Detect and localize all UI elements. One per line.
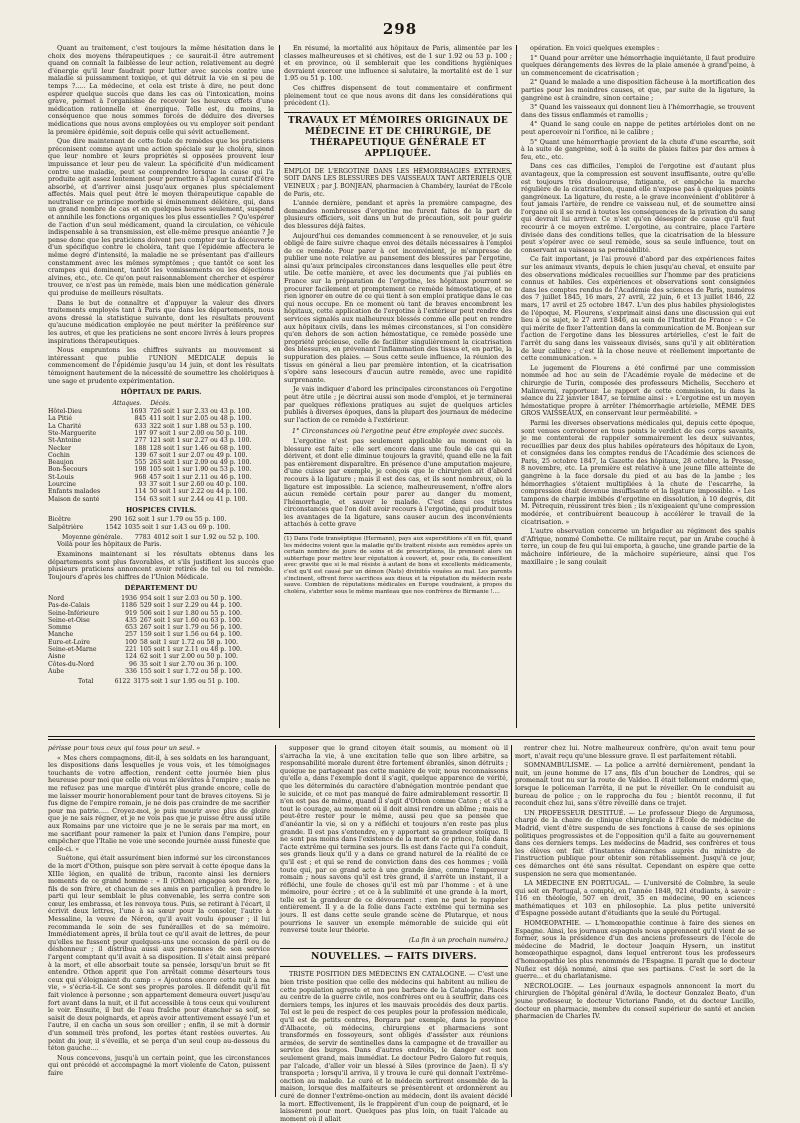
table-cell: Cochin (48, 451, 70, 459)
table-row (48, 459, 274, 466)
table-row (48, 452, 274, 459)
paragraph: TRISTE POSITION DES MÉDECINS EN CATALOGNE. — C'est une bien triste position que celle des médecins qui habitent au milieu de cette population agreste et non peu barbare de la Catalogne. Placés au centre de la guerre civile, nos confrères ont eu à souffrir, dans ces derniers temps, les injures et les mauvais procédés des deux partis. Tel est le peu de respect de ces peuples pour la profession médicale, qu'il est de petits centres, Borgara par exemple, dans la province d'Albacete, où médecins, chirurgiens et pharmaciens sont transformés en fossoyeurs, sont obligés d'assister aux réunions armées, de servir de sentinelles dans la campagne et de travailler au service des burgos. Dans d'autres endroits, le danger est non seulement grand, mais immédiat. Le docteur Pedro Galoro fut requis, par l'alcade, d'aller voir un blessé à Siles (province de Jaen). Il s'y transporta ; lorsqu'il arriva, il y trouva le curé qui donnait l'extrême-onction au malade. Le curé et le médecin sortirent ensemble de la maison, lorsque des malfaiteurs se présentèrent et ordonnèrent au curé de donner l'extrême-onction au médecin, dont ils avaient décidé la mort. Effectivement, ils le frappèrent d'un coup de poignard, et le laissèrent pour mort. Quelques pas plus loin, on tuait l'alcade au moment où il allait (280, 970, 508, 1123)
table-cell: 97 soit 1 sur 2.00 ou 50 p. 100. (149, 429, 248, 437)
table-cell: Beaujon (48, 459, 74, 467)
table-cell: 954 soit 1 sur 2.03 ou 50 p. 100. (139, 594, 242, 602)
table-cell: Somme (48, 624, 72, 632)
paragraph: SOMNAMBULISME. — La police a arrêté dernièrement, pendant la nuit, un jeune homme de 17 ans, fils d'un boucher de Londres, qui se promenait tout nu sur la route de Valdeo. Il était tellement endormi que, lorsque le policeman l'arrêta, il ne put le réveiller. On le conduisit au bureau de police ; on le rapprocha du feu ; bientôt reconnu, il fut reconduit chez lui, sans s'être réveillé dans ce trajet. (515, 761, 755, 808)
table-row (48, 408, 274, 415)
table-cell: 277 (134, 437, 147, 445)
table-cell: 919 (125, 609, 137, 617)
table-cell: Aisne (48, 653, 66, 661)
table-cell: Eure-et-Loire (48, 638, 90, 646)
table-cell: Nord (48, 594, 65, 602)
table-cell: 128 soit 1 sur 1.46 ou 68 p. 100. (149, 444, 252, 452)
table-row (48, 639, 274, 646)
table-cell: 198 (134, 466, 147, 474)
table-cell: Moyenne générale. (62, 534, 123, 542)
paragraph: UN PROFESSEUR DESTITUÉ. — Le professeur Diego de Argumosa, chargé de la chaire de clinique chirurgicale à l'École de médecine de Madrid, vient d'être suspendu de ses fonctions à cause de ses opinions politiques progressistes et de l'opposition qu'il a faite au gouvernement dans ces derniers temps. Les médecins de Madrid, ses confrères et tous les élèves ont fait d'instantes démarches auprès du ministre de l'instruction publique pour obtenir son rétablissement. Jusqu'à ce jour, ces démarches ont été sans résultat. Cependant on espère que cette suspension ne sera que momentanée. (515, 808, 755, 878)
paragraph: Suétone, qui était assurément bien informé sur les circonstances de la mort d'Othon, puisque son père servait à cette époque dans la XIIIe légion, en qualité de tribun, raconte ainsi les derniers moments de ce grand homme : « Il (Othon) engagea son frère, le fils de son frère, et chacun de ses amis en particulier, à prendre le parti qui leur semblait le plus convenable, les serra contre son cœur, les embrassa, et les renvoya tous. Puis, se retirant à l'écart, il écrivit deux lettres, l'une à sa sœur pour la consoler, l'autre à Messaline, la veuve de Néron, qu'il avait voulu épouser ; il lui recommanda le soin de ses funérailles et de sa mémoire. Immédiatement après, il brûla tout ce qu'il avait de lettres, de peur qu'elles ne fussent pour quelques-uns une occasion de péril ou de déshonneur ; il distribua aussi aux personnes de son service l'argent comptant qu'il avait à sa disposition. Il s'était ainsi préparé à la mort, et elle absorbait toute sa pensée, lorsqu'un bruit se fit entendre. Othon apprit que l'on arrêtait comme déserteurs tous ceux qui s'éloignaient du camp : « Ajoutons encore cette nuit à ma vie, » s'écria-t-il. Ce sont ses propres paroles. Il défendit qu'il fût fait violence à personne ; son appartement demeura ouvert jusqu'au fort avant dans la nuit, et il fut accessible à tous ceux qui voulurent le voir. Ensuite, il but de l'eau fraîche pour étancher sa soif, se saisit de deux poignards, et après avoir attentivement essayé l'un et l'autre, il en cacha un sous son oreiller ; enfin, il se mit à dormir d'un sommeil très profond, les portes étant restées ouvertes. Au point du jour, il s'éveilla, et se perça d'un seul coup au-dessous du téton gauche.... (48, 854, 270, 1053)
table-cell: 411 soit 1 sur 2.05 ou 48 p. 100. (149, 415, 252, 423)
paragraph: Je vais indiquer d'abord les principales circonstances où l'ergotine peut être utile ; je décrirai aussi son mode d'emploi, et je terminerai par quelques réflexions pratiques au sujet de quelques articles publiés à diverses époques, dans la plupart des journaux de médecine sur l'action de ce remède à l'extérieur. (284, 385, 512, 424)
table-row (48, 415, 274, 422)
table-cell: Seine-Inférieure (48, 609, 100, 617)
table-cell: 263 soit 1 sur 2.09 ou 49 p. 100. (149, 459, 252, 467)
table-cell: 124 (125, 653, 137, 661)
paris-hospitals-table (48, 399, 274, 503)
table-cell: 435 (125, 616, 137, 624)
table-cell: 67 soit 1 sur 2.07 ou 49 p. 100. (149, 451, 248, 459)
table-cell: 188 (134, 444, 147, 452)
table-cell: 100 (125, 638, 137, 646)
table-row (48, 646, 274, 653)
table-cell: Pas-de-Calais (48, 602, 90, 610)
table-cell: Côtes-du-Nord (48, 660, 94, 668)
paragraph: 1° Quand pour arrêter une hémorrhagie inquiétante, il faut produire quelques dérangements des lèvres de la plaie amenée à grand'peine, à un commencement de cicatrisation ; (521, 53, 755, 77)
paragraph: Quant au traitement, c'est toujours la même hésitation dans le choix des moyens thérapeutiques ; ce saurait-il être autrement quand on connaît la faiblesse de leur action, relativement au degré d'énergie qu'il leur faudrait pour lutter avec succès contre une maladie si puissamment toxique, et qui détruit la vie en si peu de temps ?..... La médecine, et cela est triste à dire, ne peut donc espérer quelque succès que dans les cas où l'intoxication, moins grave, permet à l'organisme de recevoir les heureux effets d'une médication rationnelle et énergique. Telle est, du moins, la conséquence que nous sommes forcés de déduire des diverses médications que nous avons employées ou vu employer soit pendant la première épidémie, soit depuis celle qui sévit actuellement. (48, 44, 274, 136)
subheading: 1° Circonstances où l'ergotine peut être employée avec succès. (291, 427, 505, 436)
table-cell: 1693 (130, 408, 147, 416)
table-row (48, 445, 274, 452)
table-row (48, 624, 274, 631)
table-row (48, 678, 274, 685)
table-row (48, 668, 274, 675)
table-cell: 506 soit 1 sur 1.80 ou 55 p. 100. (139, 609, 242, 617)
table-cell: Maison de santé (48, 495, 100, 503)
table-row (48, 617, 274, 624)
table-row (48, 524, 274, 531)
table-cell: 62 soit 1 sur 2.00 ou 50 p. 100. (139, 653, 238, 661)
table-cell: 529 soit 1 sur 2.29 ou 44 p. 100. (139, 602, 242, 610)
table-cell: 653 (125, 624, 137, 632)
footnote: (1) Dans l'ode transéptique (Hermann), pays aux superstitions s'il en fût, quand les médecins voient que la maladie qu'ils traitent résiste aux remèdes après un certain nombre de jours de soins et de prescriptions, ils prennent alors un subterfuge pour mettre leur réputation à couvert, et, pour cela, ils conseillent avec gravité que si le mal résiste à autant de bons et excellents médicaments, c'est qu'il est causé par un démon (Nats) divinités vouées au mal. Les parents s'inclinent, offrent force sacrifices aux dieux et la réputation du médecin reste sauve. Combien de réputations médicales en Europe voudraient, à propos du choléra, s'abriter sous le même manteau que nos confrères de Birmanie !.... (284, 533, 512, 595)
table-cell: 290 (109, 516, 122, 524)
table-cell: Ste-Marguerite (48, 429, 97, 437)
table-cell: 845 (134, 415, 147, 423)
paragraph: HOMŒOPATHIE. — L'homœopathie continue à faire des sienes en Espagne. Ainsi, les journaux espagnols nous apprennent qu'il vient de se former, sous la présidence d'un des anciens professeurs de l'école de médecine de Madrid, le docteur Joaquin Hysern, un institut homœopathique espagnol, dans lequel entreront tous les professeurs d'homœopathie les plus renommés de l'Espagne. Il paraît que le docteur Nuñez est déjà nommé, ainsi que ses partisans. C'est le sort de la guerre... et du charlatanisme. (515, 919, 755, 981)
paragraph: supposer que le grand citoyen était soumis, au moment où il s'arracha la vie, à une excitation telle que son libre arbitre, sa responsabilité morale durent être fortement ébranlés, sinon détruits ; quoique ne partageant pas cette manière de voir, nous reconnaissons qu'elle a, dans l'exemple dont il s'agit, quelque apparence de vérité, que les déterminés du caractère d'abnégation montrée pendant que le suicide, et ce mot pas manqué de faire admirablement ressortir. Il n'en est pas de même, quand il s'agit d'Othon comme Caton ; et s'il a tout le courage, au moment où il doit ainsi rendre un abîme ; mais ne peut-être rester pour le même, aussi peu que sa pensée que d'anéantir la vie, si on y a réfléchi et toujours n'en reste pas plus grande. Il est pas s'entendre, en y apportant sa grandeur stoïque. Il ne sont pas moins dans l'existence de la mort de ce prince, folie dans l'acte extrême qui termina ses jours. Ils est dans l'acte qui l'a conduit, ses grands lieux qu'il y a dans ce grand naturel de la réalité de ce qu'il est ; et qui se rend de conviction dans des ces hommes ; voilà toute qui, par ce grand acte à une grande âme, comme l'empereur romain ; nous savons qu'il est très grand, il s'arrête un instant, il a réfléchi, une foule de choses qu'il est mû par l'homme : et à une mémoire, pour écrire ; et ce à la sublimité et une grande à la mort, telle est la grandeur de ce dévouement : rien ne peut le rappeler entièrement. Il y a de la folie dans l'acte extrême qui termina ses jours. Il est dans cette seule grande scène de Plutarque, et nous pourrions le sauver un exemple mémorable de suicide qui eût renversé toute leur théorie. (280, 744, 508, 935)
total-table (48, 678, 274, 685)
table-cell: Enfants malades (48, 488, 101, 496)
table-cell: Hôtel-Dieu (48, 408, 82, 416)
paragraph: 4° Quand le sang coule en nappe de petites artérioles dont on ne peut apercevoir ni l'orifice, ni le calibre ; (521, 120, 755, 136)
table-cell: 96 (129, 660, 137, 668)
feuilleton-rule (48, 736, 755, 737)
table-row (48, 496, 274, 503)
departments-table (48, 595, 274, 675)
paragraph: L'autre observation concerne un brigadier au régiment des spahis d'Afrique, nommé Combette. Ce militaire reçut, par un Arabe couché à terre, un coup de feu qui lui emporta, à gauche, une grande partie de la mâchoire inférieure, de la mâchoire supérieure, ainsi que l'os maxillaire ; le sang coulait (521, 527, 755, 566)
paragraph: 2° Quand le malade a une disposition fâcheuse à la mortification des parties pour les moindres causes, et que, par suite de la ligature, la gangrène est à craindre, sinon certaine ; (521, 78, 755, 102)
paragraph: LA MÉDECINE EN PORTUGAL. — L'université de Coïmbre, la seule qui soit en Portugal, a compté, en l'année 1848, 921 étudiants, à savoir : 116 en théologie, 507 en droit, 35 en médecine, 90 en sciences mathématiques et 103 en philosophie. La plus petite université d'Espagne possède autant d'étudiants que la seule du Portugal. (515, 879, 755, 918)
table-row (48, 466, 274, 473)
table-cell: St-Antoine (48, 437, 82, 445)
table-cell: 1186 (121, 602, 137, 610)
feuilleton-middle (280, 744, 508, 1123)
table-cell: 114 (134, 488, 147, 496)
paragraph: « Mes chers compagnons, dit-il, à ses soldats en les haranguant, les dispositions dans lesquelles je vous vois, et les témoignages touchants de votre affection, rendent cette journée bien plus heureuse pour moi que celle où vous m'élevâtes à l'empire ; mais ne me refusez pas une marque d'intérêt plus grande encore, celle de me laisser mourir honorablement pour tant de braves citoyens. Si je fus digne de l'empire romain, je ne dois pas craindre de me sacrifier pour ma patrie..... Croyez-moi, je puis mourir avec plus de gloire que je ne sais régner, et je ne vois pas que je puisse être aussi utile aux Romains par une victoire que je ne le serais par ma mort, en me sacrifiant pour ramener la paix et l'union dans l'empire, pour empêcher que l'Italie ne voie une seconde journée aussi funeste que celle-ci. » (48, 753, 270, 853)
table-cell: 105 soit 1 sur 2.11 ou 48 p. 100. (139, 646, 242, 653)
paragraph: 3° Quand les vaisseaux qui donnent lieu à l'hémorrhagie, se trouvent dans des tissus enflammés et ramollis ; (521, 103, 755, 119)
table-cell: 197 (134, 429, 147, 437)
table-cell: 58 soit 1 sur 1.72 ou 58 p. 100. (139, 638, 238, 646)
table-cell: 1542 (105, 523, 122, 531)
table-cell: 457 soit 1 sur 2.11 ou 46 p. 100. (149, 473, 252, 481)
column-right (521, 45, 755, 728)
table-cell: Seine-et-Oise (48, 616, 90, 624)
table-cell: 121 soit 1 sur 2.27 ou 43 p. 100. (149, 437, 252, 445)
table-row (48, 516, 274, 523)
paragraph: Examinons maintenant si les résultats obtenus dans les départements sont plus favorables, et s'ils justifient les succès que plusieurs praticiens annoncent avoir retirés de tel ou tel remède. Toujours d'après les chiffres de l'Union Médicale. (48, 549, 274, 581)
table-header: Décès. (150, 399, 171, 407)
table-row (48, 437, 274, 444)
table-cell: 267 soit 1 sur 1.60 ou 63 p. 100. (139, 616, 242, 624)
paragraph: Parmi les diverses observations médicales qui, depuis cette époque, sont venues corroborer en tous points le verdict de ces corps savants, je me contenterai de rappeler sommairement les deux suivantes, recueillies par deux des plus habiles opérateurs des hôpitaux de Lyon, et consignées dans les comptes rendus de l'Académie des sciences de Paris, 25 octobre 1847, la Gazette des hôpitaux, 28 octobre, la Presse, 8 novembre, etc. La première est relative à une jeune fille atteinte de gangrène à la face dorsale du pied et au bas de la jambe ; les hémorrhagies s'étaient multipliées à la chute de l'escarrhe, la compression était devenue insuffisante et la ligature impossible. « Les tampons de charpie imbibés d'ergotine en dissolution, à 10 degrés, dit M. Pétrequin, réussirent très bien ; ils n'exigeaient qu'une compression modérée, et contribuèrent beaucoup à accélérer le travail de la cicatrisation. » (521, 418, 755, 526)
table-cell: 257 (125, 631, 137, 639)
table-cell: Bon-Secours (48, 466, 88, 474)
column-divider (279, 45, 280, 728)
table-cell: Bicêtre (48, 516, 71, 524)
paragraph: Dans ces cas difficiles, l'emploi de l'ergotine est d'autant plus avantageux, que la compression est souvent insuffisante, outre qu'elle est toujours très douloureuse, fatigante, et empêche la marche régulière de la cicatrisation, quand elle n'expose pas à quelques points gangréneux. La ligature, du reste, a le grave inconvénient d'oblitérer à tout jamais l'artère, de rendre ce vaisseau nul, et de soumettre ainsi l'organe où il se rend à toutes les conséquences de la privation du sang qui devrait lui arriver. Ce n'est qu'en désespoir de cause qu'il faut recourir à ce moyen extrême. L'ergotine, au contraire, place l'artère divisée dans des conditions telles, que la cicatrisation de la blessure peut s'opérer avec ce seul remède, sous sa seule influence, tout en conservant au vaisseau sa perméabilité. (521, 162, 755, 254)
paragraph: Nous empruntons les chiffres suivants au mouvement si intéressant que publie l'UNION MÉDICALE depuis le commencement de l'épidémie jusqu'au 14 juin, et dont les résultats témoignent hautement de la nécessité de soumettre les cholériques à une sage et prudente expérimentation. (48, 346, 274, 385)
table-cell: 968 (134, 473, 147, 481)
column-divider (275, 745, 276, 1097)
table-cell: Seine-et-Marne (48, 646, 97, 653)
table-cell: 322 soit 1 sur 1.88 ou 53 p. 100. (149, 422, 252, 430)
table-cell: 155 soit 1 sur 1.72 ou 58 p. 100. (139, 667, 242, 675)
hospices-table (48, 516, 274, 531)
table-cell: 3175 soit 1 sur 1.95 ou 51 p. 100. (133, 678, 240, 686)
paragraph: Ces chiffres dispensent de tout commentaire et confirment pleinement tout ce que nous avons dit dans les considérations qui précèdent (1). (284, 83, 512, 108)
table-cell: Salpêtrière (48, 523, 84, 531)
paragraph: Voilà pour les hôpitaux de Paris. (57, 540, 162, 549)
column-middle (284, 45, 512, 728)
table-row (48, 602, 274, 609)
table-header (48, 399, 112, 408)
table-row (48, 423, 274, 430)
table-cell: 1035 soit 1 sur 1.43 ou 69 p. 100. (124, 523, 231, 531)
feuilleton-rule (48, 739, 755, 740)
feuilleton-right (515, 745, 755, 1097)
paragraph: périsse pour tous ceux qui tous pour un seul. » (48, 744, 201, 752)
paragraph: En résumé, la mortalité aux hôpitaux de Paris, alimentée par les classes malheureuses et si chétives, est de 1 sur 1.92 ou 53 p. 100 ; et en province, où il semblerait que les conditions hygiéniques devraient exercer une influence si salutaire, la mortalité est de 1 sur 1.95 ou 51 p. 100. (284, 44, 512, 83)
table-cell: 37 soit 1 sur 2.60 ou 40 p. 100. (149, 480, 248, 488)
paragraph: Que dire maintenant de cette foule de remèdes que les praticiens préconisent comme ayant une action spéciale sur le choléra, sinon que leur nombre et leurs propriétés si opposées prouvent leur impuissance et leur peu de valeur. La spécificité d'un médicament contre une maladie, peut se comprendre lorsque la cause qui l'a produite agit assez lentement pour permettre à l'agent curatif d'être absorbé, et d'arriver ainsi jusqu'aux organes plus spécialement affectés. Mais quel peut être le moyen thérapeutique capable de neutraliser ce principe morbide si éminemment délétère, qui, dans un grand nombre de cas et en quelques heures seulement, suspend et annihile les fonctions organiques les plus essentielles ? Qu'espérer de l'action d'un seul médicament, quand la circulation, ce véhicule indispensable à sa transmission, est elle-même presque anéantie ? Je pense donc que les praticiens doivent peu compter sur la découverte d'un spécifique contre le choléra, tant que l'épidémie affectera le même degré d'intensité, la maladie ne se présentant pas d'ailleurs constamment avec les mêmes symptômes ; que tantôt ce sont les crampes qui dominent, tantôt les vomissements ou les déjections alvines, etc., etc. Ce qu'on peut raisonnablement chercher et espérer trouver, ce n'est pas un remède, mais bien une médication générale qui produise de meilleurs résultats. (48, 137, 274, 297)
table-cell: 63 soit 1 sur 2.44 ou 41 p. 100. (149, 495, 248, 503)
continuation-note: (La fin à un prochain numéro.) (408, 935, 508, 944)
table-cell: 1936 (121, 594, 137, 602)
paragraph: Ce fait important, je l'ai prouvé d'abord par des expériences faites sur les animaux vivants, depuis le chien jusqu'au cheval, et ensuite par des observations médicales recueillies sur l'homme par des praticiens connus et habiles. Ces expériences et observations sont consignées dans les comptes rendus de l'Académie des sciences de Paris, numéros des 7 juillet 1845, 16 mars, 27 avril, 22 juin, 6 et 13 juillet 1846, 22 mars, 17 avril et 25 octobre 1847. L'un des plus habiles physiologistes de l'époque, M. Flourens, s'exprimait ainsi dans une discussion qui eut lieu à ce sujet, le 27 avril 1846, au sein de l'Institut de France : « Ce qui mérite de fixer l'attention dans la communication de M. Bonjean sur l'action de l'ergotine dans les blessures artérielles, c'est le fait de l'arrêt du sang dans les vaisseaux divisés, sans qu'il y ait oblitération de leur calibre ; c'est là la chose neuve et réellement importante de cette communication. » (521, 255, 755, 363)
section-title: NOUVELLES. — FAITS DIVERS. (280, 948, 508, 967)
table-cell: Necker (48, 444, 71, 452)
table-row (48, 653, 274, 660)
table-title-hospices: HOSPICES CIVILS. (125, 505, 197, 514)
table-cell: 93 (138, 480, 147, 488)
section-title: TRAVAUX ET MÉMOIRES ORIGINAUX DE MÉDECINE ET DE CHIRURGIE, DE THÉRAPEUTIQUE GÉNÉRALE ET APPLIQUÉE. (284, 112, 512, 164)
table-cell: 50 soit 1 sur 2.22 ou 44 p. 100. (149, 488, 248, 496)
table-cell: 162 soit 1 sur 1.79 ou 55 p. 100. (124, 516, 227, 524)
table-cell: 221 (125, 646, 137, 653)
paragraph: Aujourd'hui ces demandes commencent à se renouveler, et je suis obligé de faire suivre chaque envoi des détails nécessaires à l'emploi de ce remède. Pour parer à cet inconvénient, je m'empresse de publier une note relative au pansement des blessures par l'ergotine, ainsi qu'aux principales circonstances dans lesquelles elle peut être utile. De cette manière, et avec les documents que j'ai publiés en France sur la préparation de l'ergotine, les hôpitaux pourront se procurer facilement et promptement ce remède hémostatique, et ne rien ignorer en outre de ce qui tient à son emploi pratique dans le cas qui nous occupe. En ce moment où tant de braves encombrent les hôpitaux, cette application de l'ergotine à l'extérieur peut rendre des services signalés aux malheureux blessés comme elle peut en rendre aux hôpitaux civils, dans les mêmes circonstances, si l'on considère qu'en dehors de son action hémostatique, ce remède possède une propriété précieuse, celle de faciliter singulièrement la cicatrisation des blessures, en prévenant l'inflammation des tissus et, en partie, la suppuration des plaies. — Sous cette seule influence, la réunion des tissus en général a lieu par première intention, et la cicatrisation s'opère sans lesecours d'aucun autre remède, avec une rapidité surprenante. (284, 231, 512, 384)
column-left (48, 45, 274, 728)
table-cell: 35 soit 1 sur 2.70 ou 36 p. 100. (139, 660, 238, 668)
table-row (48, 595, 274, 602)
paragraph: rentrer chez lui. Notre malheureux confrère, qu'on avait tenu pour mort, n'avait reçu qu'une blessure grave. Il est parfaitement rétabli. (515, 744, 755, 760)
paragraph: 5° Quant une hémorrhagie provient de la chute d'une escarrhe, soit à la suite de gangrène, soit à la suite de plaies faites par des armes à feu, etc., etc. (521, 137, 755, 161)
table-cell: 633 (134, 422, 147, 430)
feuilleton-left (48, 745, 270, 1097)
table-title-hospitals: HÔPITAUX DE PARIS. (120, 388, 202, 397)
table-cell: 105 soit 1 sur 1.90 ou 53 p. 100. (149, 466, 252, 474)
table-cell: 7783 (134, 534, 151, 542)
paragraph: opération. En voici quelques exemples : (530, 44, 660, 52)
table-cell: La Charité (48, 422, 82, 430)
paragraph: L'année dernière, pendant et après la première campagne, des demandes nombreuses d'ergotine me furent faites de la part de plusieurs officiers, soit dans un but de précaution, soit pour guérir des blessures déjà faites. (284, 199, 512, 230)
table-cell: 555 (134, 459, 147, 467)
article-heading: EMPLOI DE L'ERGOTINE DANS LES HÉMORRHAGIES EXTERNES, SOIT DANS LES BLESSURES DES VAISSEAUX TANT ARTÉRIELS QUE VEINEUX ; par J. BONJEAN, pharmacien à Chambéry, lauréat de l'École de Paris, etc. (284, 167, 512, 198)
table-cell: 336 (125, 667, 137, 675)
table-row (48, 631, 274, 638)
table-header: Attaques. (112, 399, 142, 407)
table-cell: 726 soit 1 sur 2.33 ou 43 p. 100. (149, 408, 252, 416)
table-cell: 159 soit 1 sur 1.56 ou 64 p. 100. (139, 631, 242, 639)
table-cell: Manche (48, 631, 74, 639)
table-title-departments: DÉPARTEMENT DU (124, 584, 198, 593)
table-cell: Aube (48, 667, 65, 675)
table-cell: 267 soit 1 sur 1.79 ou 56 p. 100. (139, 624, 242, 632)
table-cell: Lourcine (48, 480, 76, 488)
table-row (48, 661, 274, 668)
paragraph: Dans le but de connaître et d'appuyer la valeur des divers traitements employés tant à Paris que dans les départements, nous avons dressé la statistique suivante, dont les résultats prouvent qu'aucune médication employée ne peut mériter la préférence sur les autres, et que les praticiens ne sont encore livrés à leurs propres inspirations thérapeutiques. (48, 298, 274, 345)
paragraph: L'ergotine n'est pas seulement applicable au moment où la blessure est faite ; elle sert encore dans une foule de cas qui en dérivent, et dont elle diminue toujours la gravité, quand elle ne la fait pas entièrement disparaître. En présence d'une amputation majeure, d'une cuisse par exemple, je conçois que le chirurgien ait d'abord recours à la ligature ; mais il est des cas, et ils sont nombreux, où la ligature est impossible. La science, malheureusement, n'offre alors aucun remède certain pour parer au danger du moment, l'hémorrhagie, et sauver le malade. C'est dans ces tristes circonstances que l'on doit avoir recours à l'ergotine, qui produit tous les avantages de la ligature, sans causer aucun des inconvénients attachés à cette grave (284, 436, 512, 529)
paragraph: Nous concevons, jusqu'à un certain point, que les circonstances qui ont précédé et accompagné la mort violente de Caton, puissent faire (48, 1053, 270, 1077)
column-divider (516, 45, 517, 728)
table-row (48, 430, 274, 437)
paragraph: NÉCROLOGIE. — Les journaux espagnols annoncent la mort du chirurgien de l'hôpital général d'Avila, le docteur Gonzalez Beato, d'un jeune professeur, le docteur Victoriano Pando, et du docteur Lucillo, docteur en pharmacie, membre du conseil supérieur de santé et ancien pharmacien de Charles IV. (515, 981, 755, 1021)
table-cell: St-Louis (48, 473, 74, 481)
table-row (48, 610, 274, 617)
column-divider (511, 745, 512, 1097)
table-cell: 139 (134, 451, 147, 459)
table-cell: 6122 (114, 678, 131, 686)
table-row (48, 488, 274, 495)
table-cell: La Pitié (48, 415, 73, 423)
page-number: 298 (382, 20, 418, 38)
table-cell: 4012 soit 1 sur 1.92 ou 52 p. 100. (153, 534, 260, 542)
table-row (48, 474, 274, 481)
table-cell: Total (78, 678, 94, 686)
table-row (48, 481, 274, 488)
table-cell: 154 (134, 495, 147, 503)
paragraph: Le jugement de Flourens a été confirmé par une commission nommée ad hoc au sein de l'Académie royale de médecine et de chirurgie de Turin, composée des professeurs Michelis, Secchero et Malinverni, rapporteur. Le rapport de cette commission, lu dans la séance du 22 janvier 1847, se termine ainsi : « L'ergotine est un moyen hémostatique propre à arrêter l'hémorrhagie artérielle, MÊME DES GROS VAISSEAUX, en conservant leur perméabilité. » (521, 363, 755, 418)
